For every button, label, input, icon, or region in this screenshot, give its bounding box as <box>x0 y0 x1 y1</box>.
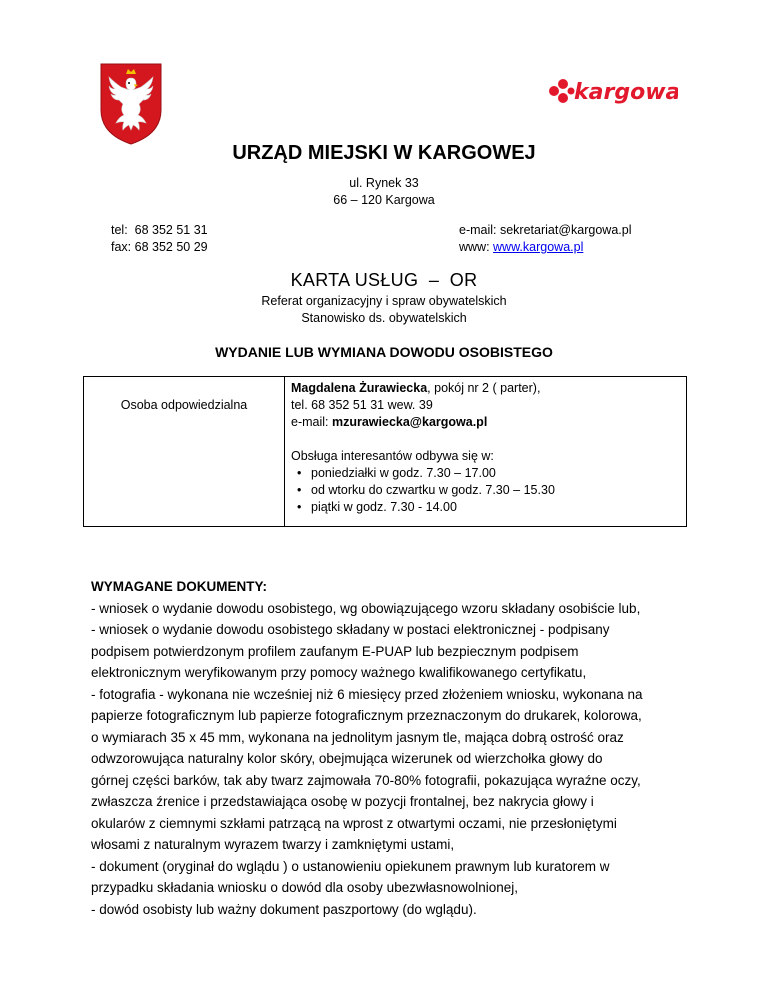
person-phone: tel. 68 352 51 31 wew. 39 <box>291 398 433 412</box>
doc-line: papierze fotograficznym lub papierze fotograficznym przeznaczonym do drukarek, kolorowa, <box>91 708 642 723</box>
phone: tel: 68 352 51 31 <box>111 223 208 237</box>
card-title: KARTA USŁUG – OR <box>290 270 478 290</box>
coat-of-arms-icon <box>98 62 164 146</box>
doc-line: elektronicznym weryfikowanym przy pomocy ważnego kwalifikowanego certyfikatu, <box>91 665 587 680</box>
responsible-person-table <box>83 376 687 527</box>
doc-line: o wymiarach 35 x 45 mm, wykonana na jednolitym jasnym tle, mająca dobrą ostrość oraz <box>91 729 624 745</box>
doc-line: podpisem potwierdzonym profilem zaufanym E-PUAP lub bezpiecznym podpisem <box>91 643 579 659</box>
doc-line: przypadku składania wniosku o dowód dla osoby ubezwłasnowolnionej, <box>91 880 519 895</box>
hours-item: • piątki w godz. 7.30 - 14.00 <box>311 499 680 516</box>
hours-item: • poniedziałki w godz. 7.30 – 17.00 <box>311 465 680 482</box>
hours-item: • od wtorku do czwartku w godz. 7.30 – 15.30 <box>311 482 680 499</box>
room: , pokój nr 2 ( parter), <box>427 381 541 395</box>
person-email: mzurawiecka@kargowa.pl <box>331 415 488 429</box>
city: 66 – 120 Kargowa <box>333 193 435 207</box>
contact-online-block <box>459 222 631 256</box>
kargowa-logo <box>548 74 678 108</box>
www-label: www: <box>459 240 494 254</box>
logo-text: kargowa <box>574 80 678 105</box>
doc-line: - wniosek o wydanie dowodu osobistego, wg obowiązującego wzoru składany osobiście lub, <box>91 600 641 616</box>
doc-line: - dokument (oryginał do wglądu ) o ustanowieniu opiekunem prawnym lub kuratorem w <box>91 858 610 874</box>
doc-line: okularów z ciemnymi szkłami patrzącą na wprost z otwartymi oczami, nie przesłoniętymi <box>91 815 617 831</box>
person-email-line <box>291 414 680 431</box>
required-documents <box>91 576 691 920</box>
doc-line: włosami z naturalnym wyrazem twarzy i zamkniętymi ustami, <box>91 837 455 852</box>
person-line <box>291 380 680 397</box>
office-address <box>0 175 768 209</box>
hours-list <box>291 465 680 516</box>
person-name: Magdalena Żurawiecka <box>291 381 428 395</box>
email-label: e-mail: <box>291 415 332 429</box>
www-link[interactable]: www.kargowa.pl <box>493 240 584 254</box>
street: ul. Rynek 33 <box>349 176 419 190</box>
fax: fax: 68 352 50 29 <box>111 240 208 254</box>
www-line <box>459 239 631 256</box>
doc-line: - dowód osobisty lub ważny dokument paszportowy (do wglądu). <box>91 901 477 917</box>
contact-phone-block <box>111 222 208 256</box>
hours-intro: Obsługa interesantów odbywa się w: <box>291 449 494 463</box>
doc-line: zwłaszcza źrenice i przedstawiająca osobę w pozycji frontalnej, bez nakrycia głowy i <box>91 794 594 809</box>
office-title: URZĄD MIEJSKI W KARGOWEJ <box>232 142 536 164</box>
position: Stanowisko ds. obywatelskich <box>301 311 467 325</box>
doc-line: - fotografia - wykonana nie wcześniej niż 6 miesięcy przed złożeniem wniosku, wykonana na <box>91 686 643 702</box>
department: Referat organizacyjny i spraw obywatelskich <box>261 294 507 308</box>
documents-heading: WYMAGANE DOKUMENTY: <box>91 579 267 594</box>
department-block <box>0 293 768 327</box>
service-title: WYDANIE LUB WYMIANA DOWODU OSOBISTEGO <box>215 344 553 360</box>
responsible-label: Osoba odpowiedzialna <box>84 377 285 527</box>
doc-line: odwzorowująca naturalny kolor skóry, obejmująca wizerunek od wierzchołka głowy do <box>91 751 603 766</box>
responsible-details <box>285 377 687 527</box>
doc-line: - wniosek o wydanie dowodu osobistego składany w postaci elektronicznej - podpisany <box>91 622 610 637</box>
email: e-mail: sekretariat@kargowa.pl <box>459 223 632 237</box>
doc-line: górnej części barków, tak aby twarz zajmowała 70-80% fotografii, pokazująca wyraźne oczy, <box>91 772 641 788</box>
